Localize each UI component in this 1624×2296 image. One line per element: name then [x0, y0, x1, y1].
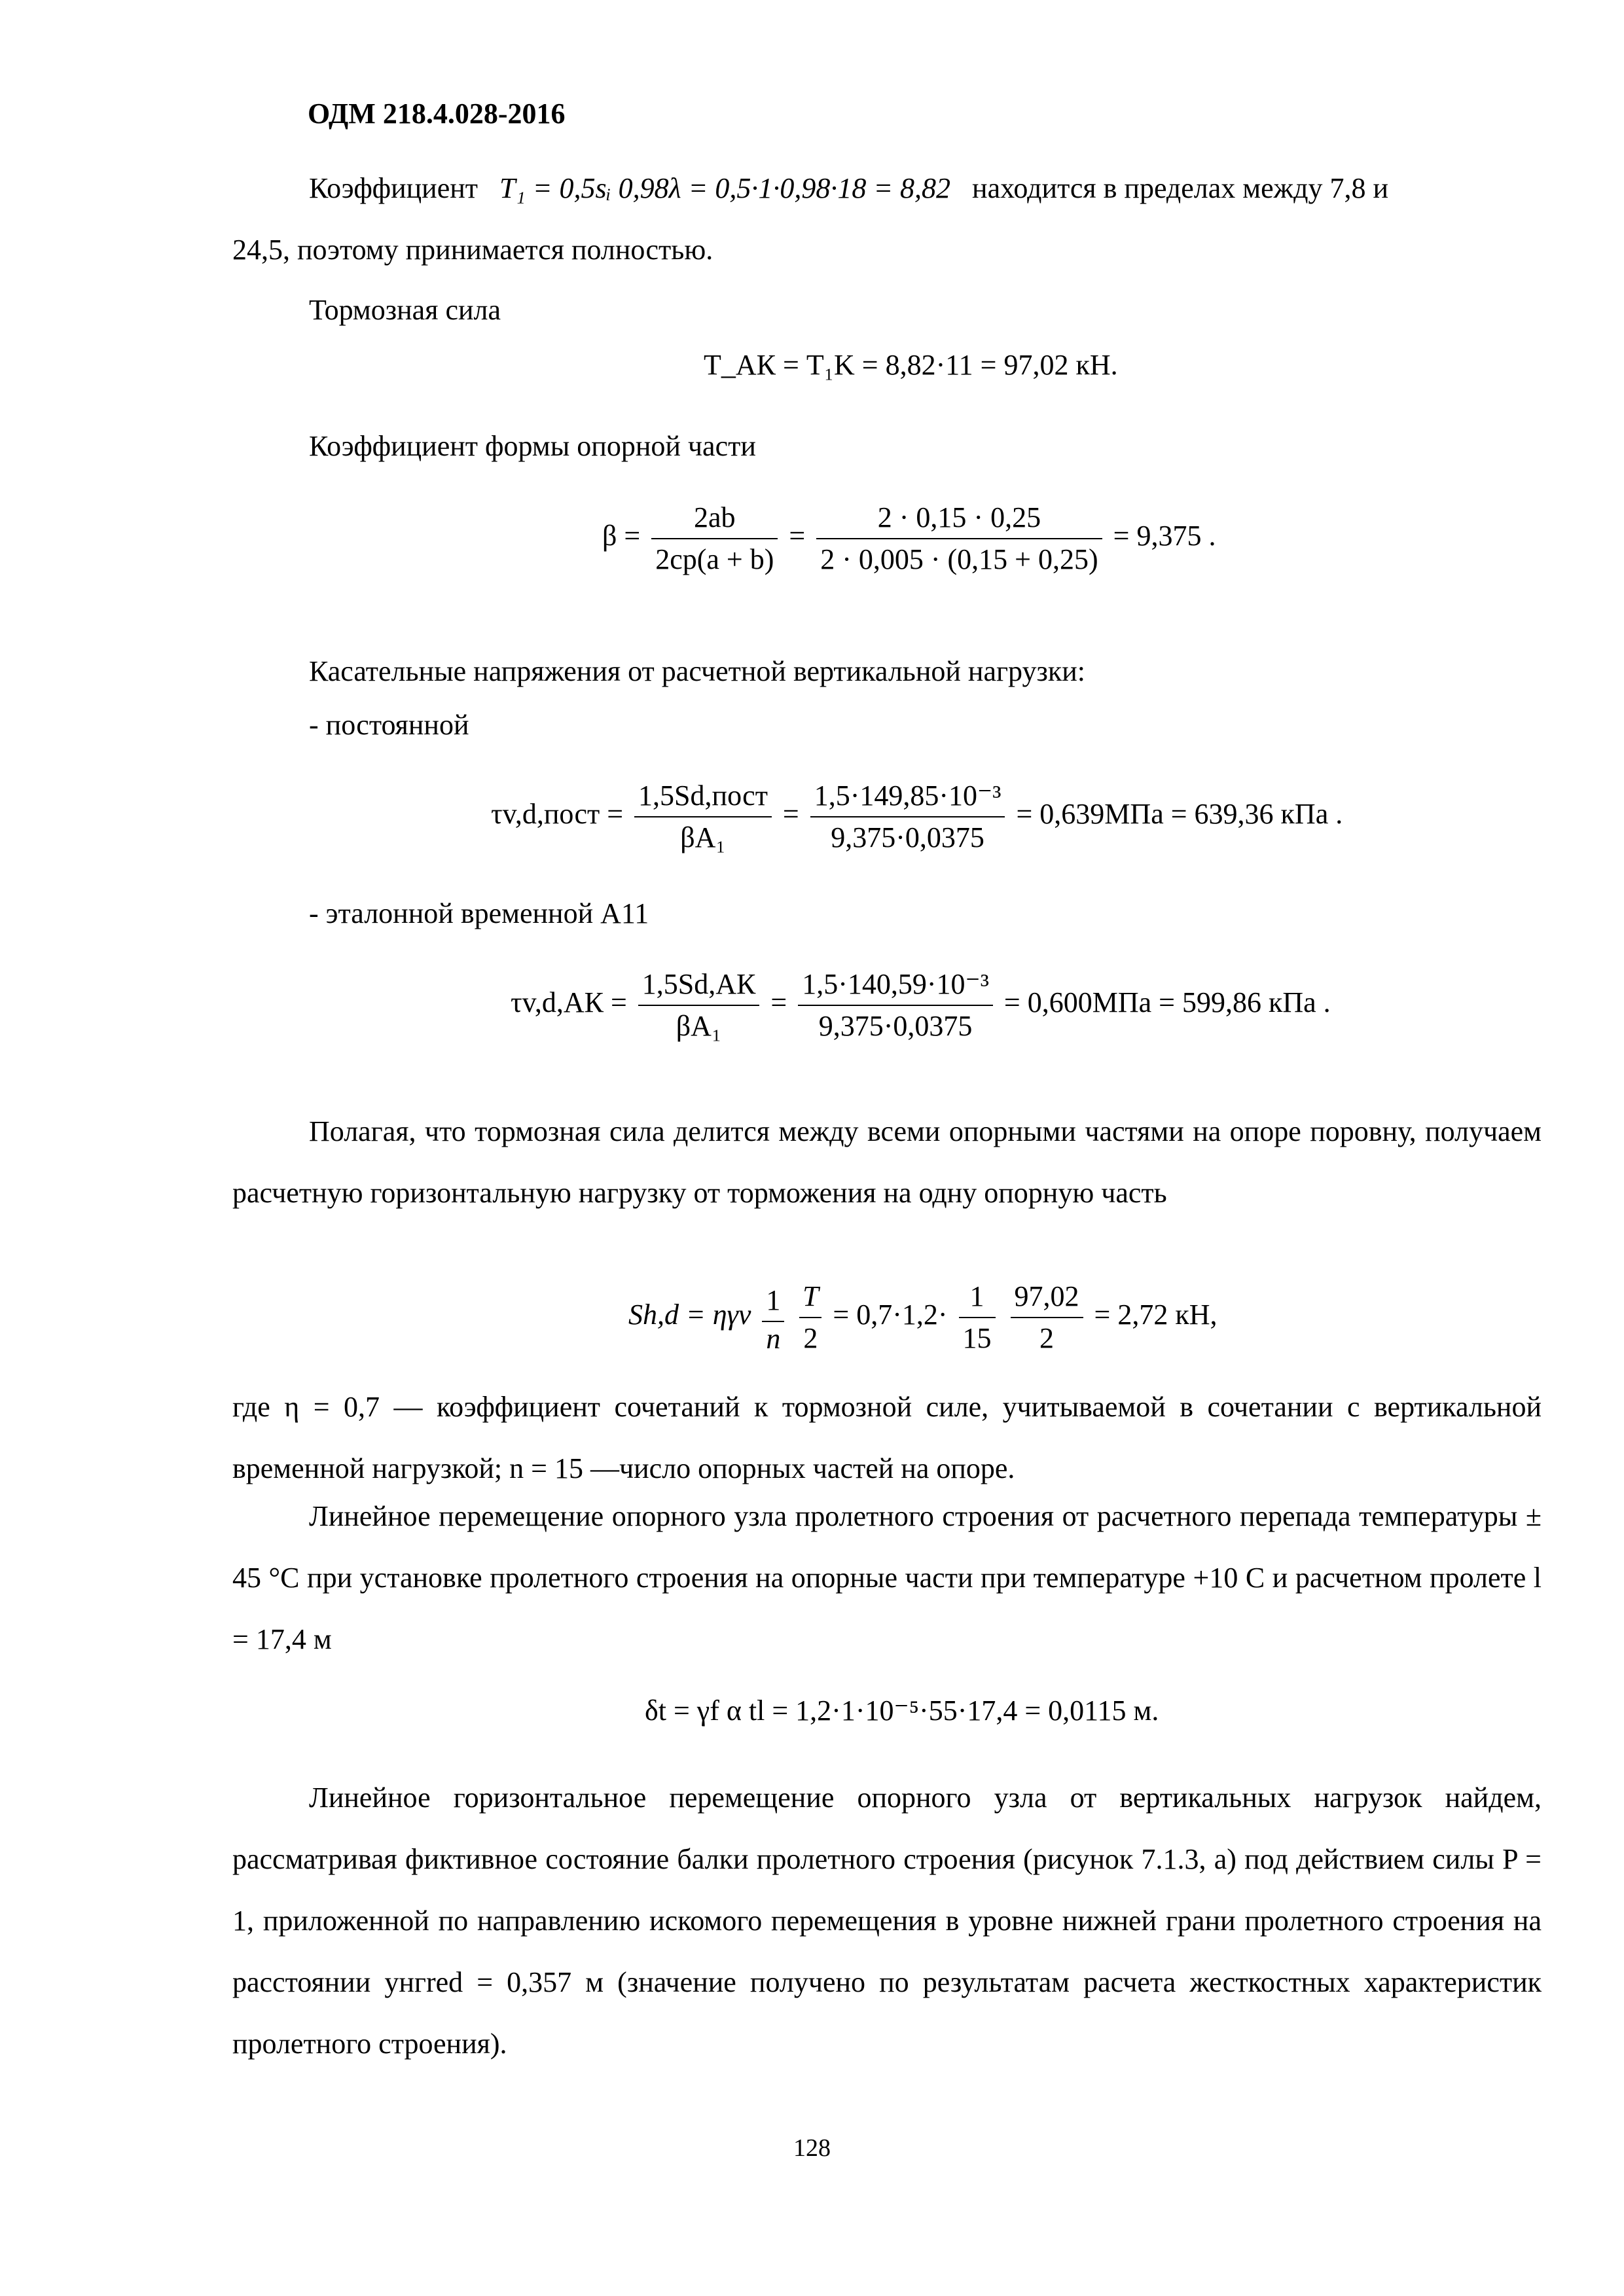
tau-temporary-denominator-symbolic: βA₁ — [676, 1010, 722, 1042]
shd-denominator-n: n — [766, 1322, 781, 1355]
coefficient-lead: Коэффициент — [309, 172, 478, 204]
paragraph-linear-displacement — [232, 1486, 1542, 1670]
shd-lhs: Sh,d = ηγv — [628, 1299, 751, 1331]
coefficient-tail: находится в пределах между 7,8 и — [972, 172, 1388, 204]
eta-definition-line2: вертикальной временной нагрузкой; n = 15 —число опорных частей на опоре. — [232, 1391, 1542, 1484]
shear-stress-label: Касательные напряжения от расчетной вертикальной нагрузки: — [309, 655, 1086, 687]
tau-temporary-formula — [511, 964, 1331, 1047]
horizontal-displacement-line4: нижней грани пролетного строения на расстоянии yнгred = 0,357 м (значение получено по — [232, 1905, 1542, 1998]
brake-distribution-line3: часть — [1101, 1177, 1167, 1209]
shape-coefficient-label: Коэффициент формы опорной части — [309, 430, 756, 462]
horizontal-displacement-line5: результатам расчета жесткостных характеристик пролетного строения). — [232, 1966, 1542, 2060]
tau-temporary-fraction-numeric — [798, 964, 993, 1047]
paragraph-horizontal-displacement — [232, 1767, 1542, 2075]
shd-numerator-1-numeric: 1 — [959, 1276, 996, 1318]
paragraph-coefficient-line1 — [309, 171, 1388, 205]
paragraph-coefficient-line2: 24,5, поэтому принимается полностью. — [232, 234, 713, 266]
brake-distribution-line1: Полагая, что тормозная сила делится между всеми опорными частями на опоре — [309, 1115, 1301, 1147]
paragraph-eta-definition — [232, 1376, 1542, 1499]
linear-displacement-line2: температуры ± 45 °С при установке пролетного строения на опорные части при температуре — [232, 1500, 1542, 1594]
shd-denominator-2-numeric: 2 — [1039, 1322, 1055, 1354]
tau-temporary-fraction-symbolic — [638, 964, 760, 1047]
eta-definition-line1: где η = 0,7 — коэффициент сочетаний к тормозной силе, учитываемой в сочетании с — [232, 1391, 1360, 1423]
tau-permanent-lhs: τv,d,пост = — [491, 798, 624, 831]
shd-middle: = 0,7·1,2· — [833, 1299, 948, 1331]
beta-result: = 9,375 . — [1113, 520, 1216, 552]
tau-permanent-numerator-numeric: 1,5·149,85·10⁻³ — [810, 776, 1005, 817]
tau-permanent-formula — [491, 776, 1343, 858]
shd-numerator-t: T — [799, 1276, 821, 1318]
beta-fraction-symbolic — [651, 497, 778, 580]
beta-fraction-numeric — [816, 497, 1102, 580]
tau-permanent-denominator-numeric: 9,375·0,0375 — [831, 821, 984, 853]
document-code-header: ОДМ 218.4.028-2016 — [308, 98, 566, 130]
tau-temporary-numerator-numeric: 1,5·140,59·10⁻³ — [798, 964, 993, 1006]
tau-permanent-fraction-symbolic — [634, 776, 772, 858]
permanent-load-label: - постоянной — [309, 709, 469, 741]
temporary-load-label: - эталонной временной А11 — [309, 897, 649, 929]
shd-formula — [628, 1276, 1217, 1359]
tau-permanent-denominator-symbolic: βA₁ — [680, 821, 726, 853]
beta-denominator-symbolic: 2cр(a + b) — [655, 543, 774, 575]
linear-displacement-line1: Линейное перемещение опорного узла пролетного строения от расчетного перепада — [309, 1500, 1351, 1532]
shd-fraction-1-over-n — [762, 1280, 784, 1355]
linear-displacement-line3: +10 С и расчетном пролете l = 17,4 м — [232, 1562, 1542, 1655]
beta-equals: = — [789, 520, 806, 552]
shd-fraction-t-over-2 — [799, 1276, 821, 1359]
shd-denominator-15: 15 — [962, 1322, 992, 1354]
shd-denominator-2: 2 — [803, 1322, 818, 1354]
tau-temporary-equals: = — [770, 986, 787, 1019]
horizontal-displacement-line2: найдем, рассматривая фиктивное состояние балки пролетного строения (рисунок 7.1.3, а) под — [232, 1782, 1542, 1875]
beta-numerator-symbolic: 2ab — [651, 497, 778, 539]
shd-numerator-1: 1 — [762, 1280, 784, 1322]
tau-permanent-fraction-numeric — [810, 776, 1005, 858]
shd-numerator-force: 97,02 — [1011, 1276, 1083, 1318]
beta-numerator-numeric: 2 · 0,15 · 0,25 — [816, 497, 1102, 539]
coefficient-formula: T₁ = 0,5sᵢ 0,98λ = 0,5·1·0,98·18 = 8,82 — [499, 172, 951, 204]
tau-permanent-numerator-symbolic: 1,5Sd,пост — [634, 776, 772, 817]
paragraph-brake-distribution — [232, 1101, 1542, 1224]
tau-permanent-equals: = — [782, 798, 799, 831]
page-number: 128 — [793, 2134, 831, 2162]
tau-temporary-denominator-numeric: 9,375·0,0375 — [818, 1010, 973, 1042]
beta-formula — [602, 497, 1216, 580]
tau-temporary-lhs: τv,d,АК = — [511, 986, 627, 1019]
beta-denominator-numeric: 2 · 0,005 · (0,15 + 0,25) — [820, 543, 1098, 575]
tau-temporary-numerator-symbolic: 1,5Sd,АК — [638, 964, 760, 1006]
brake-force-label: Тормозная сила — [309, 294, 501, 326]
tau-permanent-result: = 0,639МПа = 639,36 кПа . — [1016, 798, 1343, 831]
shd-fraction-1-over-15 — [959, 1276, 996, 1359]
shd-result: = 2,72 кН, — [1094, 1299, 1218, 1331]
horizontal-displacement-line3: действием силы P = 1, приложенной по направлению искомого перемещения в уровне — [232, 1843, 1542, 1937]
tau-temporary-result: = 0,600МПа = 599,86 кПа . — [1003, 986, 1331, 1019]
brake-distribution-line2: поровну, получаем расчетную горизонтальную нагрузку от торможения на одну опорную — [232, 1115, 1542, 1209]
beta-lhs: β = — [602, 520, 641, 552]
brake-force-formula: T_АК = T₁K = 8,82·11 = 97,02 кН. — [704, 349, 1118, 381]
delta-formula: δt = γf α tl = 1,2·1·10⁻⁵·55·17,4 = 0,0115 м. — [645, 1695, 1159, 1727]
shd-fraction-force-over-2 — [1011, 1276, 1083, 1359]
horizontal-displacement-line1: Линейное горизонтальное перемещение опорного узла от вертикальных нагрузок — [309, 1782, 1422, 1814]
